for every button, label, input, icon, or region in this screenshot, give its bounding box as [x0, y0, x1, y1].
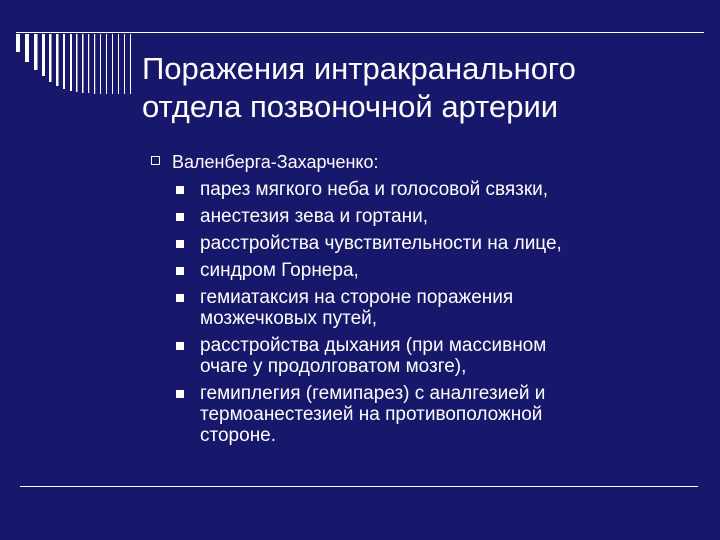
list-item-line: расстройства чувствительности на лице,: [200, 233, 562, 254]
list-item: [176, 335, 710, 377]
list-item: [176, 383, 710, 446]
list-item-line: гемиатаксия на стороне поражения: [200, 287, 514, 308]
top-divider: [16, 32, 704, 33]
square-bullet-icon: [176, 294, 184, 302]
title-line-1: Поражения интракранального: [142, 51, 576, 86]
list-item: [176, 233, 710, 254]
title-line-2: отдела позвоночной артерии: [142, 89, 559, 124]
bullet-main-text: Валенберга-Захарченко:: [172, 152, 379, 172]
decorative-bars-icon: [16, 34, 140, 94]
list-item-line: парез мягкого неба и голосовой связки,: [200, 179, 549, 200]
list-item-line: расстройства дыхания (при массивном: [200, 335, 547, 356]
list-item-line: синдром Горнера,: [200, 260, 359, 281]
list-item: [176, 179, 710, 200]
list-item: [176, 287, 710, 329]
list-item-line: гемиплегия (гемипарез) с аналгезией и: [200, 383, 546, 404]
bullet-main: [150, 151, 710, 173]
square-bullet-icon: [176, 267, 184, 275]
list-item-line: очаге у продолговатом мозге),: [200, 356, 467, 377]
square-bullet-icon: [176, 342, 184, 350]
square-bullet-icon: [176, 390, 184, 398]
list-item-line: термоанестезией на противоположной: [200, 404, 543, 425]
square-bullet-icon: [176, 186, 184, 194]
bottom-divider: [20, 486, 698, 487]
sub-bullet-list: [176, 179, 710, 446]
list-item: [176, 260, 710, 281]
list-item-line: стороне.: [200, 425, 277, 446]
square-bullet-icon: [176, 213, 184, 221]
slide-title: [142, 50, 702, 126]
square-bullet-icon: [176, 240, 184, 248]
slide-content: [150, 151, 710, 452]
list-item-line: анестезия зева и гортани,: [200, 206, 429, 227]
list-item: [176, 206, 710, 227]
hollow-square-bullet-icon: [151, 156, 160, 165]
list-item-line: мозжечковых путей,: [200, 308, 378, 329]
